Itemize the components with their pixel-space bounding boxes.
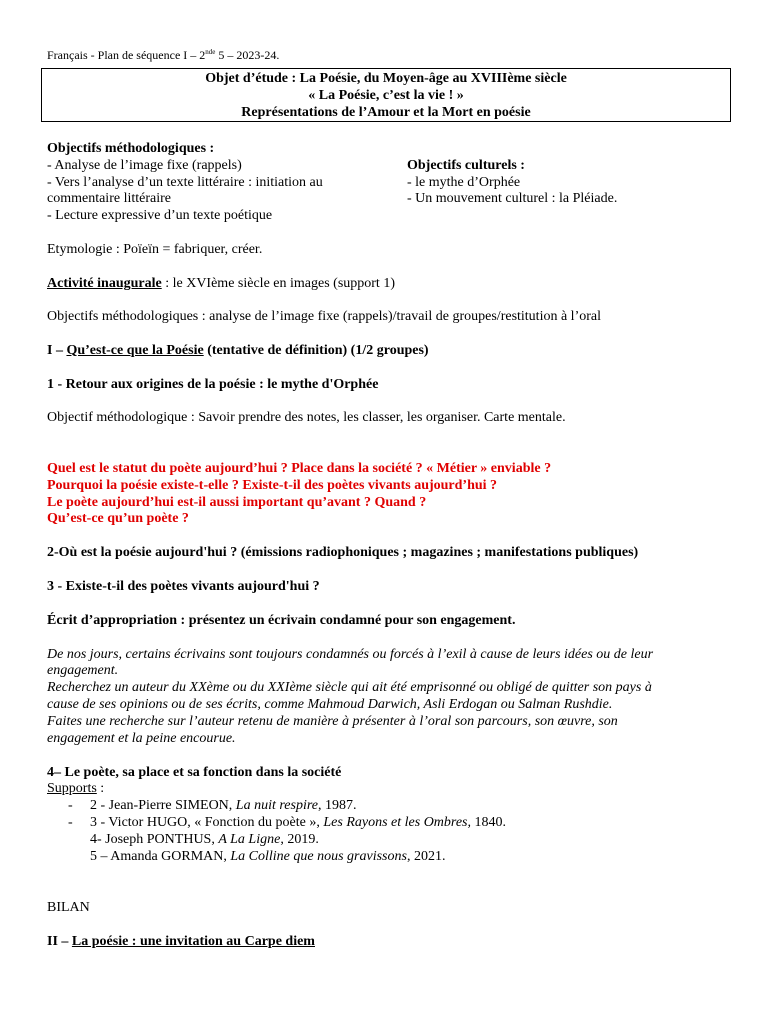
- ecrit-appropriation-heading: Écrit d’appropriation : présentez un écrivain condamné pour son engagement.: [47, 613, 516, 628]
- title-box: [41, 68, 731, 122]
- section-1-prefix: I –: [47, 343, 67, 358]
- consigne-line: Faites une recherche sur l’auteur retenu de manière à présenter à l’oral son parcours, son œuvre, son: [47, 714, 618, 729]
- support-author: 4- Joseph PONTHUS,: [90, 832, 219, 847]
- header-text-part2: 5 – 2023-24.: [215, 48, 280, 62]
- support-author: 3 - Victor HUGO, « Fonction du poète »,: [90, 815, 324, 830]
- section-2-title: La poésie : une invitation au Carpe diem: [71, 934, 315, 949]
- red-question: Quel est le statut du poète aujourd’hui ? Place dans la société ? « Métier » enviable ?: [47, 461, 552, 476]
- support-dash: -: [68, 815, 73, 830]
- consigne-line: Recherchez un auteur du XXème ou du XXIème siècle qui ait été emprisonné ou obligé de quitter son pays à: [47, 680, 652, 695]
- supports-colon: :: [96, 781, 105, 796]
- objectif-methodologique-item: - Lecture expressive d’un texte poétique: [47, 208, 273, 223]
- support-work-title: La nuit respire: [235, 798, 318, 813]
- objectif-culturel-item: - Un mouvement culturel : la Pléiade.: [407, 191, 618, 206]
- objectifs-culturels-heading: Objectifs culturels :: [407, 158, 525, 173]
- support-year: , 2019.: [280, 832, 319, 847]
- support-work-title: Les Rayons et les Ombres,: [323, 815, 472, 830]
- consigne-line: engagement et la peine encourue.: [47, 731, 236, 746]
- section-1-rest: (tentative de définition) (1/2 groupes): [203, 343, 429, 358]
- supports-label-line: [47, 780, 104, 797]
- support-dash: -: [68, 798, 73, 813]
- subsection-3-heading: 3 - Existe-t-il des poètes vivants aujourd'hui ?: [47, 579, 320, 594]
- red-question: Pourquoi la poésie existe-t-elle ? Existe-t-il des poètes vivants aujourd’hui ?: [47, 478, 498, 493]
- objectif-methodologique-item: - Vers l’analyse d’un texte littéraire : initiation au: [47, 175, 323, 190]
- support-item: [90, 831, 319, 848]
- section-2-heading: [47, 933, 315, 950]
- red-question: Qu’est-ce qu’un poète ?: [47, 511, 189, 526]
- support-author: 2 - Jean-Pierre SIMEON,: [90, 798, 236, 813]
- document-header: [47, 45, 279, 62]
- subsection-1-heading: 1 - Retour aux origines de la poésie : le mythe d'Orphée: [47, 377, 379, 392]
- support-item: [90, 797, 357, 814]
- title-line-3: Représentations de l’Amour et la Mort en poésie: [241, 105, 531, 120]
- support-author: 5 – Amanda GORMAN,: [90, 849, 231, 864]
- objectifs-methodologiques-line: Objectifs méthodologiques : analyse de l’image fixe (rappels)/travail de groupes/restitution à l’oral: [47, 309, 601, 324]
- support-year: , 2021.: [406, 849, 446, 864]
- objectifs-methodologiques-heading: Objectifs méthodologiques :: [47, 141, 215, 156]
- activite-inaugurale: [47, 275, 395, 292]
- header-superscript: nde: [205, 48, 216, 56]
- header-text-part1: Français - Plan de séquence I – 2: [47, 48, 206, 62]
- activite-inaugurale-text: : le XVIème siècle en images (support 1): [161, 276, 395, 291]
- consigne-line: engagement.: [47, 663, 119, 678]
- support-year: 1840.: [471, 815, 507, 830]
- section-1-title: Qu’est-ce que la Poésie: [66, 343, 204, 358]
- objectif-methodologique-notes: Objectif méthodologique : Savoir prendre des notes, les classer, les organiser. Carte mentale.: [47, 410, 566, 425]
- consigne-line: De nos jours, certains écrivains sont toujours condamnés ou forcés à l’exil à cause de leurs idées ou de leur: [47, 647, 654, 662]
- title-line-1: Objet d’étude : La Poésie, du Moyen-âge au XVIIIème siècle: [205, 71, 567, 86]
- objectif-methodologique-item: - Analyse de l’image fixe (rappels): [47, 158, 242, 173]
- supports-label: Supports: [47, 781, 97, 796]
- support-item: [90, 814, 506, 831]
- section-1-heading: [47, 342, 429, 359]
- support-work-title: La Colline que nous gravissons: [230, 849, 407, 864]
- red-question: Le poète aujourd’hui est-il aussi important qu’avant ? Quand ?: [47, 495, 427, 510]
- objectif-culturel-item: - le mythe d’Orphée: [407, 175, 521, 190]
- support-work-title: A La Ligne: [218, 832, 281, 847]
- activite-inaugurale-label: Activité inaugurale: [47, 276, 162, 291]
- section-2-prefix: II –: [47, 934, 72, 949]
- subsection-2-heading: 2-Où est la poésie aujourd'hui ? (émissions radiophoniques ; magazines ; manifestations publiques): [47, 545, 639, 560]
- subsection-4-heading: 4– Le poète, sa place et sa fonction dans la société: [47, 765, 342, 780]
- support-item: [90, 848, 445, 865]
- etymologie-line: Etymologie : Poïeïn = fabriquer, créer.: [47, 242, 263, 257]
- title-line-2: « La Poésie, c’est la vie ! »: [308, 88, 464, 103]
- support-year: , 1987.: [318, 798, 357, 813]
- objectif-methodologique-item: commentaire littéraire: [47, 191, 171, 206]
- bilan-label: BILAN: [47, 900, 90, 915]
- consigne-line: cause de ses opinions ou de ses écrits, comme Mahmoud Darwich, Asli Erdogan ou Salman Rushdie.: [47, 697, 613, 712]
